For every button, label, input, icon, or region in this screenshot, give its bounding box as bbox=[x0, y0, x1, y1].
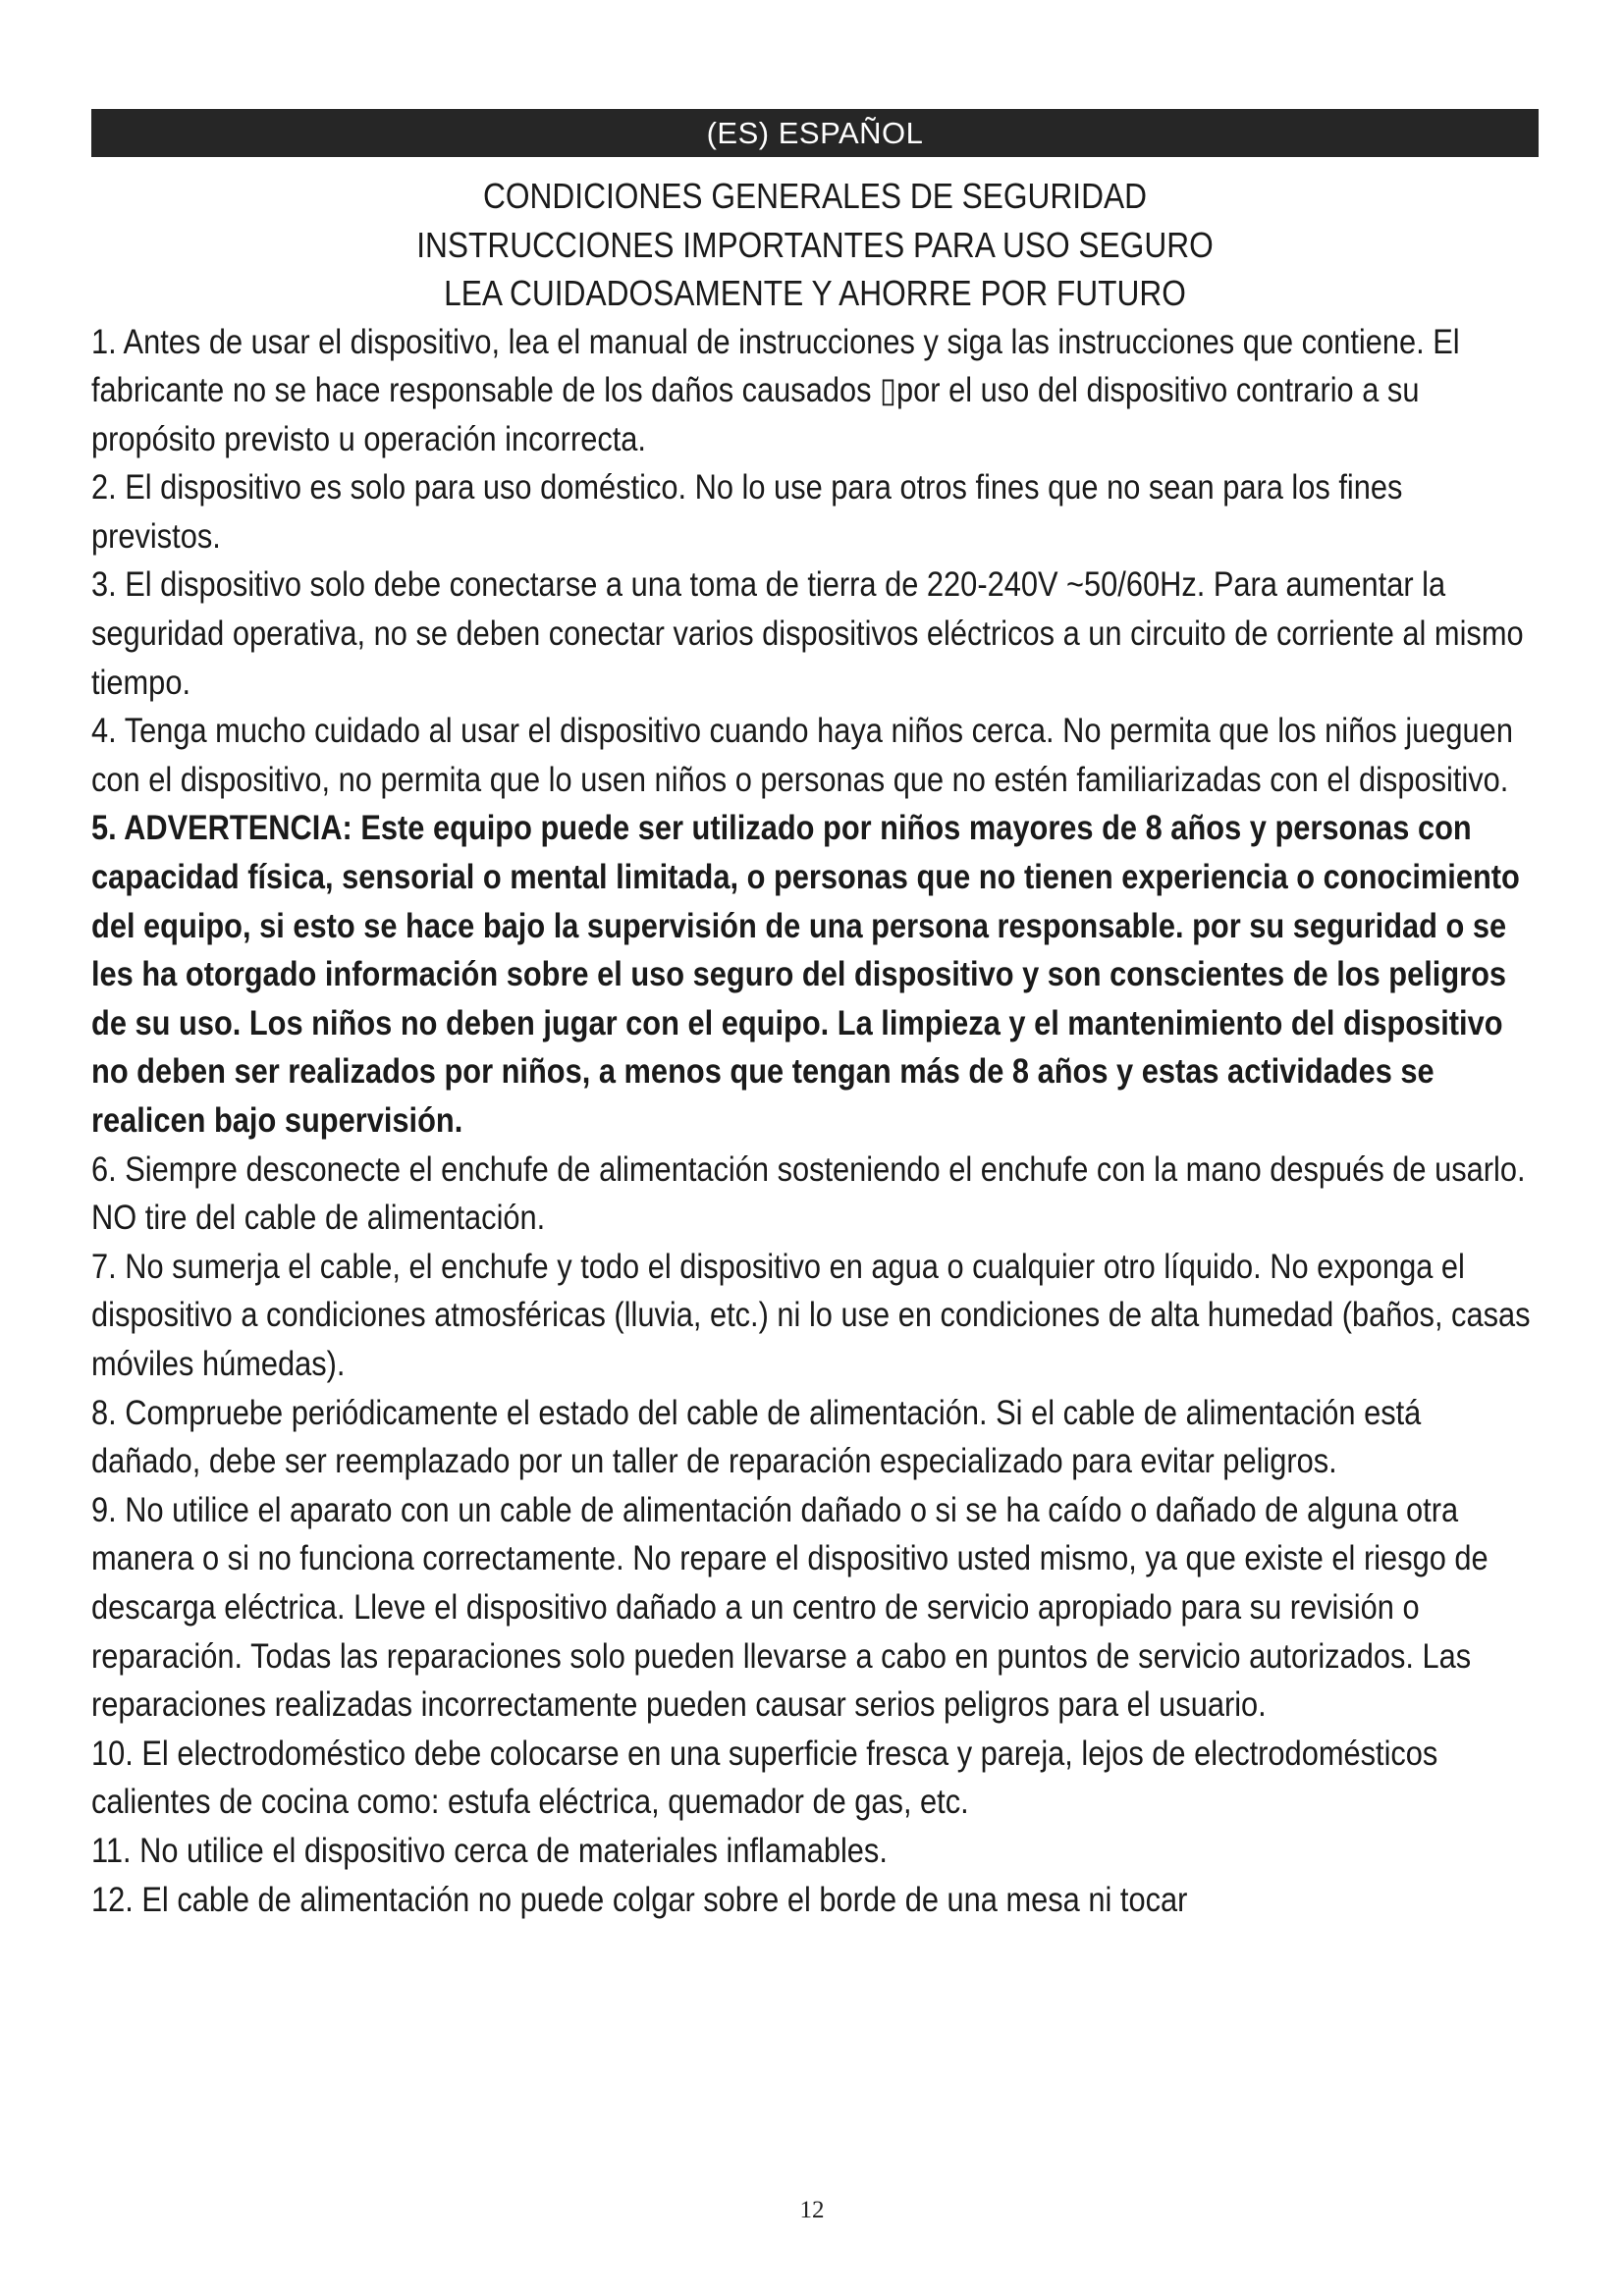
section-title: CONDICIONES GENERALES DE SEGURIDAD bbox=[483, 176, 1147, 216]
instruction-item: 12. El cable de alimentación no puede colgar sobre el borde de una mesa ni tocar bbox=[91, 1880, 1188, 1919]
instruction-item: 1. Antes de usar el dispositivo, lea el manual de instrucciones y siga las instrucciones que contiene. El fabricante no se hace responsable de los daños causados ▯por el uso del dispositivo contrario a su propósito previsto u operación incorrecta. bbox=[91, 322, 1460, 458]
instruction-item: 3. El dispositivo solo debe conectarse a una toma de tierra de 220-240V ~50/60Hz. Para aumentar la seguridad operativa, no se deben conectar varios dispositivos eléctricos a un circuito de corriente al mismo tiempo. bbox=[91, 565, 1524, 702]
section-subtitle: INSTRUCCIONES IMPORTANTES PARA USO SEGURO bbox=[416, 224, 1214, 265]
instruction-item: 8. Compruebe periódicamente el estado del cable de alimentación. Si el cable de alimentación está dañado, debe ser reemplazado por un taller de reparación especializado para evitar peligros. bbox=[91, 1393, 1422, 1481]
instruction-item: 2. El dispositivo es solo para uso doméstico. No lo use para otros fines que no sean para los fines previstos. bbox=[91, 468, 1403, 556]
instruction-item: 7. No sumerja el cable, el enchufe y todo el dispositivo en agua o cualquier otro líquido. No exponga el dispositivo a condiciones atmosféricas (lluvia, etc.) ni lo use en condiciones de alta humedad (baños, casas móviles húmedas). bbox=[91, 1247, 1531, 1383]
instruction-item: 6. Siempre desconecte el enchufe de alimentación sosteniendo el enchufe con la mano después de usarlo. NO tire del cable de alimentación. bbox=[91, 1149, 1526, 1238]
instruction-item: 9. No utilice el aparato con un cable de alimentación dañado o si se ha caído o dañado de alguna otra manera o si no funciona correctamente. No repare el dispositivo usted mismo, ya que existe el riesgo de descarga eléctrica. Lleve el dispositivo dañado a un centro de servicio apropiado para su revisión o reparación. Todas las reparaciones solo pueden llevarse a cabo en puntos de servicio autorizados. Las reparaciones realizadas incorrectamente pueden causar serios peligros para el usuario. bbox=[91, 1490, 1489, 1725]
instruction-item: 11. No utilice el dispositivo cerca de materiales inflamables. bbox=[91, 1831, 888, 1870]
section-subtitle: LEA CUIDADOSAMENTE Y AHORRE POR FUTURO bbox=[444, 273, 1186, 313]
instruction-item: 4. Tenga mucho cuidado al usar el dispositivo cuando haya niños cerca. No permita que los niños jueguen con el dispositivo, no permita que lo usen niños o personas que no estén familiarizadas con el dispositivo. bbox=[91, 712, 1513, 799]
language-banner bbox=[91, 109, 1539, 157]
page-number: 12 bbox=[799, 2197, 825, 2223]
warning-item: 5. ADVERTENCIA: Este equipo puede ser utilizado por niños mayores de 8 años y personas con capacidad física, sensorial o mental limitada, o personas que no tienen experiencia o conocimiento del equipo, si esto se hace bajo la supervisión de una persona responsable. por su seguridad o se les ha otorgado información sobre el uso seguro del dispositivo y son conscientes de los peligros de su uso. Los niños no deben jugar con el equipo. La limpieza y el mantenimiento del dispositivo no deben ser realizados por niños, a menos que tengan más de 8 años y estas actividades se realicen bajo supervisión. bbox=[91, 809, 1520, 1140]
safety-instructions bbox=[91, 172, 1539, 1924]
language-label: (ES) ESPAÑOL bbox=[706, 115, 924, 150]
instruction-item: 10. El electrodoméstico debe colocarse en una superficie fresca y pareja, lejos de electrodomésticos calientes de cocina como: estufa eléctrica, quemador de gas, etc. bbox=[91, 1734, 1438, 1822]
